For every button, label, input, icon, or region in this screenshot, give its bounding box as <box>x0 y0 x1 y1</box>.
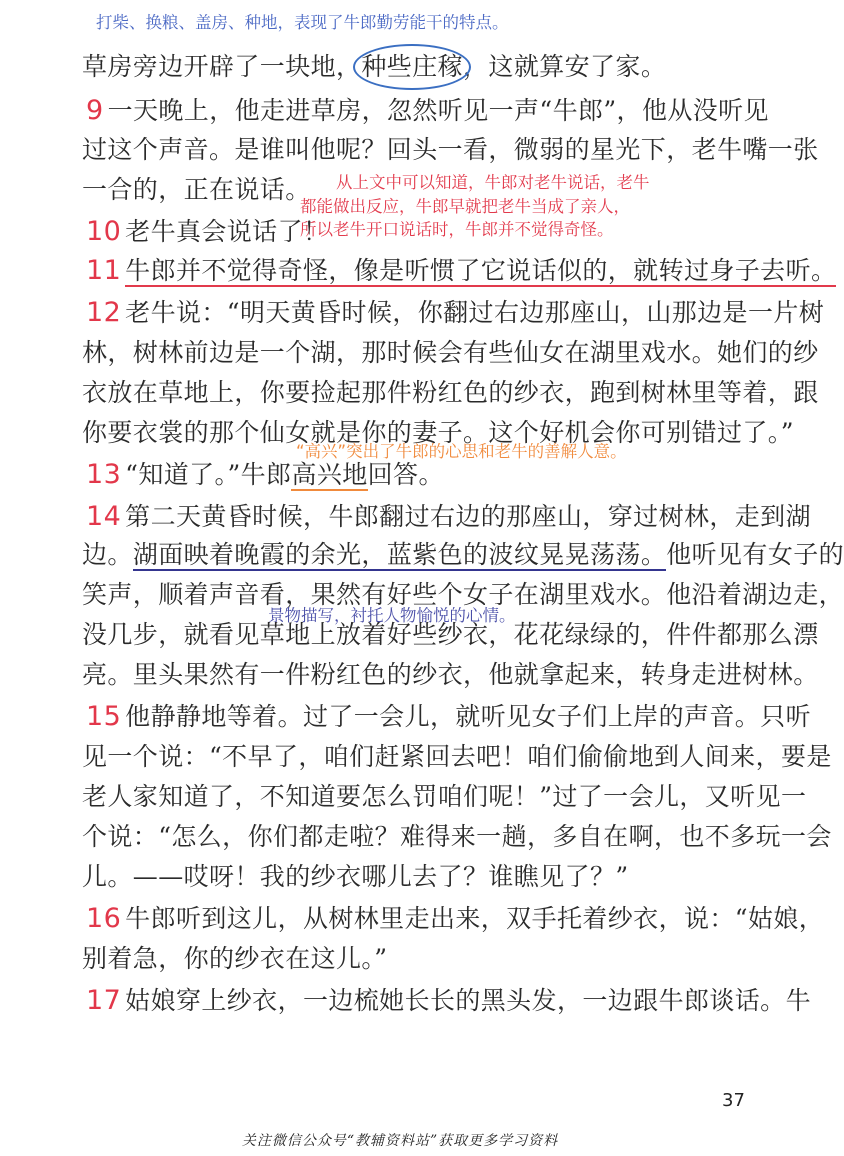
paragraph-11 <box>86 254 836 288</box>
annotation-top: 打柴、换粮、盖房、种地，表现了牛郎勤劳能干的特点。 <box>96 13 509 32</box>
paragraph-10 <box>86 215 328 249</box>
circled-phrase: 种些庄稼 <box>361 50 463 84</box>
paragraph-number: 9 <box>86 95 104 126</box>
text-span: 姑娘穿上纱衣，一边梳她长长的黑头发，一边跟牛郎谈话。牛 <box>125 986 811 1015</box>
paragraph-15-line-1 <box>86 700 811 734</box>
paragraph-number: 11 <box>86 255 122 286</box>
text-line: 过这个声音。是谁叫他呢？回头一看，微弱的星光下，老牛嘴一张 <box>82 135 819 164</box>
paragraph-number: 16 <box>86 903 122 934</box>
paragraph-number: 12 <box>86 297 122 328</box>
text-span: 第二天黄昏时候，牛郎翻过右边的那座山，穿过树林，走到湖 <box>125 502 811 531</box>
paragraph-12-line-1 <box>86 296 824 330</box>
text-line: 你要衣裳的那个仙女就是你的妻子。这个好机会你可别错过了。” <box>82 418 794 447</box>
text-span: 老牛说：“明天黄昏时候，你翻过右边那座山，山那边是一片树 <box>125 298 825 327</box>
text-span: ，这就算安了家。 <box>463 52 667 81</box>
text-line: 一合的，正在说话。 <box>82 175 311 204</box>
paragraph-number: 13 <box>86 459 122 490</box>
text-line: 林，树林前边是一个湖，那时候会有些仙女在湖里戏水。她们的纱 <box>82 338 819 367</box>
annotation-red-2: 都能做出反应，牛郎早就把老牛当成了亲人， <box>300 197 630 216</box>
text-span: 回答。 <box>367 460 444 489</box>
text-span: “知道了。”牛郎 <box>125 460 292 489</box>
underlined-sentence: 湖面映着晚霞的余光，蓝紫色的波纹晃晃荡荡。 <box>132 540 667 569</box>
text-span: 老牛真会说话了！ <box>125 217 329 246</box>
paragraph-number: 10 <box>86 216 122 247</box>
text-span: 他静静地等着。过了一会儿，就听见女子们上岸的声音。只听 <box>125 702 811 731</box>
text-line: 没几步，就看见草地上放着好些纱衣，花花绿绿的，件件都那么漂 <box>82 620 819 649</box>
text-span: 一天晚上，他走进草房，忽然听见一声“牛郎”，他从没听见 <box>107 96 769 125</box>
text-line: 笑声，顺着声音看，果然有好些个女子在湖里戏水。他沿着湖边走， <box>82 580 844 609</box>
paragraph-number: 14 <box>86 501 122 532</box>
paragraph-13 <box>86 458 444 492</box>
text-line: 儿。——哎呀！我的纱衣哪儿去了？谁瞧见了？” <box>82 862 629 891</box>
annotation-orange: “高兴”突出了牛郎的心思和老牛的善解人意。 <box>296 442 627 461</box>
underlined-phrase: 高兴地 <box>291 460 368 489</box>
text-line: 衣放在草地上，你要捡起那件粉红色的纱衣，跑到树林里等着，跟 <box>82 378 819 407</box>
text-line <box>82 50 666 84</box>
paragraph-9-line-1 <box>86 94 769 128</box>
annotation-red-1: 从上文中可以知道，牛郎对老牛说话，老牛 <box>336 173 650 192</box>
footer-promo: 关注微信公众号“教辅资料站”获取更多学习资料 <box>241 1133 559 1149</box>
annotation-navy: 景物描写，衬托人物愉悦的心情。 <box>268 606 516 625</box>
text-line: 老人家知道了，不知道要怎么罚咱们呢！”过了一会儿，又听见一 <box>82 782 807 811</box>
text-span: 牛郎听到这儿，从树林里走出来，双手托着纱衣，说：“姑娘， <box>125 904 825 933</box>
paragraph-number: 15 <box>86 701 122 732</box>
text-line: 个说：“怎么，你们都走啦？难得来一趟，多自在啊，也不多玩一会 <box>82 822 832 851</box>
paragraph-14-line-1 <box>86 500 811 534</box>
text-line: 亮。里头果然有一件粉红色的纱衣，他就拿起来，转身走进树林。 <box>82 660 819 689</box>
text-span: 草房旁边开辟了一块地， <box>82 52 362 81</box>
text-line: 见一个说：“不早了，咱们赶紧回去吧！咱们偷偷地到人间来，要是 <box>82 742 832 771</box>
text-span: 他听见有女子的 <box>666 540 844 569</box>
annotation-red-3: 所以老牛开口说话时，牛郎并不觉得奇怪。 <box>300 220 614 239</box>
text-line <box>82 538 844 572</box>
page-number: 37 <box>722 1090 745 1111</box>
underlined-sentence: 牛郎并不觉得奇怪，像是听惯了它说话似的，就转过身子去听。 <box>125 256 837 285</box>
paragraph-17-line-1 <box>86 984 811 1018</box>
paragraph-number: 17 <box>86 985 122 1016</box>
paragraph-16-line-1 <box>86 902 824 936</box>
text-span: 边。 <box>82 540 133 569</box>
text-line: 别着急，你的纱衣在这儿。” <box>82 944 388 973</box>
